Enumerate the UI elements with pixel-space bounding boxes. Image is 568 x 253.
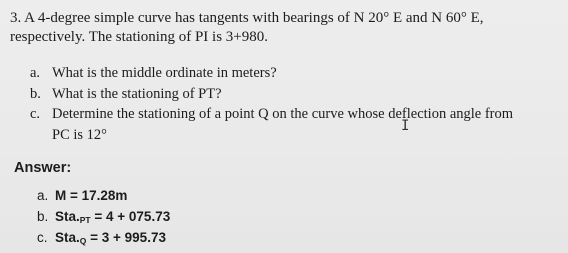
item-letter: c. [30, 106, 41, 122]
answer-subscript: Q [79, 236, 87, 246]
question-line-2: respectively. The stationing of PI is 3+980. [10, 29, 269, 45]
answer-label: M [55, 188, 67, 203]
question-line-1: 3. A 4-degree simple curve has tangents with bearings of N 20° E and N 60° E, [10, 10, 484, 26]
item-text: What is the stationing of PT? [52, 86, 222, 102]
answer-value: = 17.28m [66, 188, 128, 203]
item-letter: b. [30, 86, 41, 102]
answer-item-a [37, 187, 127, 205]
answer-heading: Answer: [14, 160, 72, 176]
item-letter: a. [30, 65, 41, 81]
answer-subscript: PT [79, 215, 91, 225]
answer-item-b [37, 208, 170, 229]
question-item-b [30, 85, 222, 103]
answer-label: Sta. [55, 230, 80, 245]
item-text: What is the middle ordinate in meters? [52, 65, 277, 81]
question-item-c [30, 105, 513, 123]
answer-letter: a. [37, 188, 49, 203]
item-text: Determine the stationing of a point Q on the curve whose deflection angle from [52, 106, 514, 122]
question-item-a [30, 64, 277, 82]
answer-value: = 3 + 995.73 [86, 230, 166, 245]
answer-letter: b. [37, 209, 49, 224]
answer-value: = 4 + 075.73 [90, 209, 171, 224]
answer-letter: c. [37, 230, 48, 245]
text-cursor-icon: I [401, 118, 410, 134]
answer-item-c [37, 229, 166, 250]
question-item-c-continuation: PC is 12° [52, 127, 107, 143]
answer-label: Sta. [55, 209, 80, 224]
